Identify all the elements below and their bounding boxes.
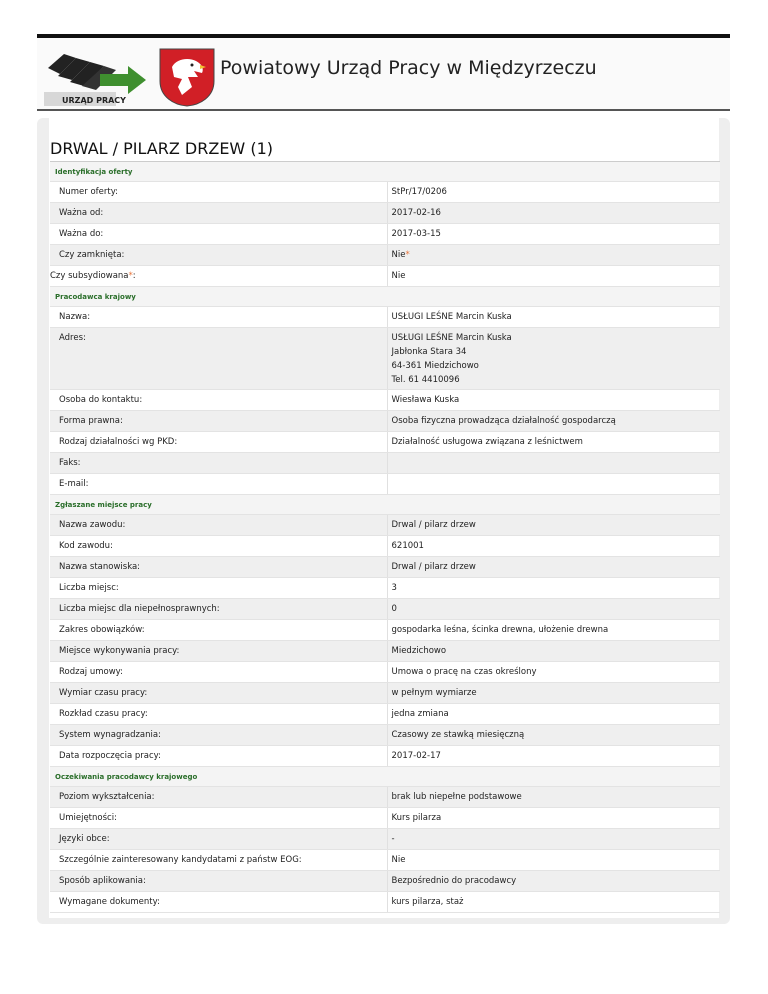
field-label: Wymagane dokumenty: — [50, 892, 387, 913]
logo-text: URZĄD PRACY — [62, 96, 126, 105]
section-header-workplace — [50, 495, 720, 515]
offer-title: DRWAL / PILARZ DRZEW (1) — [50, 139, 273, 158]
field-label: Nazwa zawodu: — [50, 515, 387, 536]
occupation-code-value: 621001 — [387, 536, 720, 557]
duties-value: gospodarka leśna, ścinka drewna, ułożenie drewna — [387, 620, 720, 641]
field-label: Wymiar czasu pracy: — [50, 683, 387, 704]
field-label: Szczególnie zainteresowany kandydatami z państw EOG: — [50, 850, 387, 871]
pay-system-value: Czasowy ze stawką miesięczną — [387, 725, 720, 746]
site-title: Powiatowy Urząd Pracy w Międzyrzeczu — [220, 57, 597, 79]
table-row — [50, 474, 720, 495]
section-title: Zgłaszane miejsce pracy — [50, 495, 720, 515]
fax-value — [387, 453, 720, 474]
field-label: Faks: — [50, 453, 387, 474]
education-value: brak lub niepełne podstawowe — [387, 787, 720, 808]
table-row — [50, 641, 720, 662]
field-label: Liczba miejsc: — [50, 578, 387, 599]
table-row — [50, 662, 720, 683]
field-label: Rozkład czasu pracy: — [50, 704, 387, 725]
employer-address-value — [387, 328, 720, 390]
field-label: Sposób aplikowania: — [50, 871, 387, 892]
offer-number-value: StPr/17/0206 — [387, 182, 720, 203]
address-line: Tel. 61 4410096 — [391, 375, 460, 385]
field-label: Rodzaj działalności wg PKD: — [50, 432, 387, 453]
field-label: Data rozpoczęcia pracy: — [50, 746, 387, 767]
section-header-identification — [50, 162, 720, 182]
schedule-value: jedna zmiana — [387, 704, 720, 725]
apply-method-value: Bezpośrednio do pracodawcy — [387, 871, 720, 892]
field-label: System wynagradzania: — [50, 725, 387, 746]
employer-name-value: USŁUGI LEŚNE Marcin Kuska — [387, 307, 720, 328]
field-label: Zakres obowiązków: — [50, 620, 387, 641]
offer-details-table — [50, 162, 720, 913]
table-row — [50, 620, 720, 641]
field-label: Osoba do kontaktu: — [50, 390, 387, 411]
field-label: Forma prawna: — [50, 411, 387, 432]
table-row — [50, 599, 720, 620]
label-colon: : — [132, 271, 136, 281]
position-value: Drwal / pilarz drzew — [387, 557, 720, 578]
field-label: Kod zawodu: — [50, 536, 387, 557]
section-title: Pracodawca krajowy — [50, 287, 720, 307]
table-row — [50, 536, 720, 557]
table-row — [50, 787, 720, 808]
table-row — [50, 808, 720, 829]
start-date-value: 2017-02-17 — [387, 746, 720, 767]
section-header-employer — [50, 287, 720, 307]
occupation-value: Drwal / pilarz drzew — [387, 515, 720, 536]
languages-value: - — [387, 829, 720, 850]
work-location-value: Miedzichowo — [387, 641, 720, 662]
table-row — [50, 307, 720, 328]
table-row — [50, 683, 720, 704]
legal-form-value: Osoba fizyczna prowadząca działalność gospodarczą — [387, 411, 720, 432]
table-row — [50, 557, 720, 578]
field-label: Ważna od: — [50, 203, 387, 224]
field-label: Nazwa: — [50, 307, 387, 328]
required-marker: * — [128, 271, 133, 281]
field-label: Liczba miejsc dla niepełnosprawnych: — [50, 599, 387, 620]
subsidized-value: Nie — [387, 266, 720, 287]
table-row — [50, 515, 720, 536]
required-marker: * — [405, 250, 410, 260]
eog-value: Nie — [387, 850, 720, 871]
table-row — [50, 725, 720, 746]
section-header-expectations — [50, 767, 720, 787]
table-row — [50, 224, 720, 245]
table-row — [50, 390, 720, 411]
valid-to-value: 2017-03-15 — [387, 224, 720, 245]
address-line: 64-361 Miedzichowo — [391, 361, 479, 371]
working-hours-value: w pełnym wymiarze — [387, 683, 720, 704]
field-label: Języki obce: — [50, 829, 387, 850]
field-label: E-mail: — [50, 474, 387, 495]
coat-of-arms-crest — [158, 47, 216, 107]
table-row — [50, 411, 720, 432]
table-row — [50, 850, 720, 871]
valid-from-value: 2017-02-16 — [387, 203, 720, 224]
table-row — [50, 432, 720, 453]
field-label: Poziom wykształcenia: — [50, 787, 387, 808]
subsidized-label-text: Czy subsydiowana — [50, 271, 129, 281]
email-value — [387, 474, 720, 495]
table-row — [50, 871, 720, 892]
contact-person-value: Wiesława Kuska — [387, 390, 720, 411]
contract-type-value: Umowa o pracę na czas określony — [387, 662, 720, 683]
closed-value — [387, 245, 720, 266]
disabled-places-value: 0 — [387, 599, 720, 620]
address-line: Jabłonka Stara 34 — [391, 347, 467, 357]
skills-value: Kurs pilarza — [387, 808, 720, 829]
field-label: Adres: — [50, 328, 387, 390]
pkd-value: Działalność usługowa związana z leśnictwem — [387, 432, 720, 453]
table-row — [50, 245, 720, 266]
required-documents-value: kurs pilarza, staż — [387, 892, 720, 913]
table-row — [50, 704, 720, 725]
field-label: Nazwa stanowiska: — [50, 557, 387, 578]
field-label: Rodzaj umowy: — [50, 662, 387, 683]
table-row — [50, 266, 720, 287]
table-row — [50, 203, 720, 224]
field-label: Umiejętności: — [50, 808, 387, 829]
field-label — [50, 266, 387, 287]
field-label: Numer oferty: — [50, 182, 387, 203]
urzad-pracy-logo[interactable] — [42, 50, 150, 108]
table-row — [50, 453, 720, 474]
field-label: Miejsce wykonywania pracy: — [50, 641, 387, 662]
address-line: USŁUGI LEŚNE Marcin Kuska — [391, 333, 512, 343]
table-row — [50, 746, 720, 767]
header-divider — [37, 109, 730, 111]
section-title: Identyfikacja oferty — [50, 162, 720, 182]
places-value: 3 — [387, 578, 720, 599]
field-label: Ważna do: — [50, 224, 387, 245]
table-row — [50, 829, 720, 850]
table-row — [50, 892, 720, 913]
field-label: Czy zamknięta: — [50, 245, 387, 266]
table-row — [50, 578, 720, 599]
table-row — [50, 182, 720, 203]
section-title: Oczekiwania pracodawcy krajowego — [50, 767, 720, 787]
closed-value-text: Nie — [391, 250, 406, 260]
table-row — [50, 328, 720, 390]
